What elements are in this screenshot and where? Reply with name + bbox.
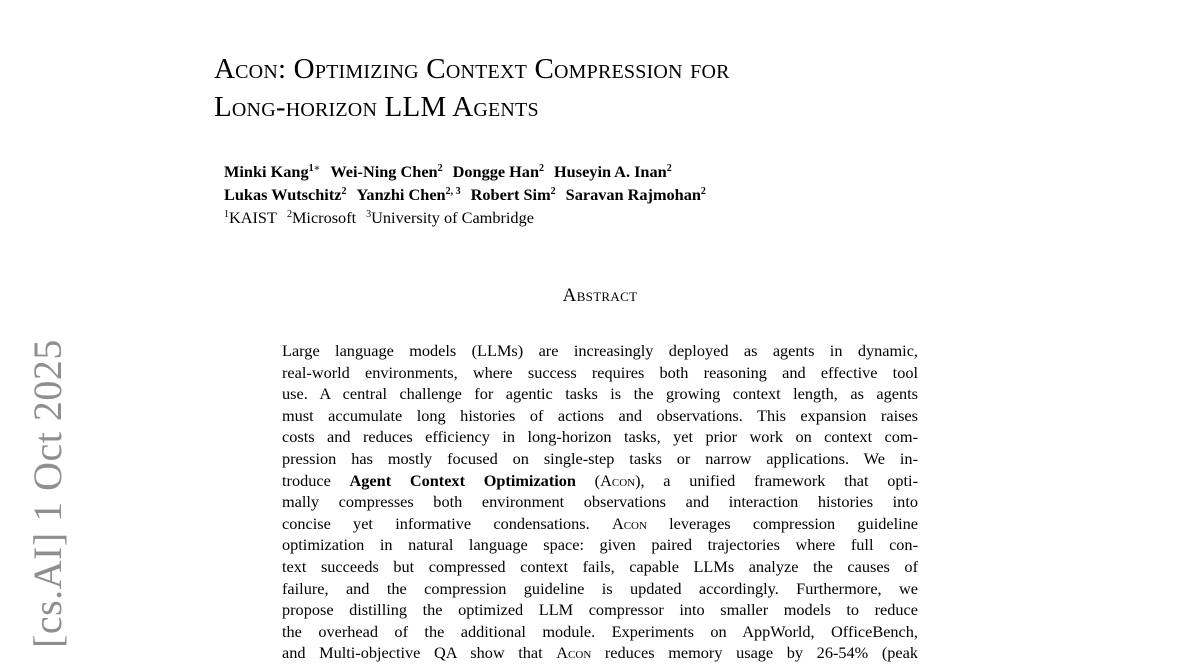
arxiv-stamp: [cs.AI] 1 Oct 2025 — [25, 339, 70, 648]
author-name — [356, 185, 460, 204]
abstract-line: text succeeds but compressed context fails, capable LLMs analyze the causes of — [282, 556, 918, 576]
author-name-text: Dongge Han — [452, 162, 540, 181]
author-name — [554, 162, 672, 181]
author-affiliation-mark: 2 — [666, 163, 672, 174]
author-footnote-mark: ∗ — [313, 163, 321, 174]
author-name-text: Huseyin A. Inan — [554, 162, 667, 181]
abstract-line: and Multi-objective QA show that Acon reduces memory usage by 26-54% (peak — [282, 643, 918, 663]
author-block — [224, 160, 716, 229]
author-affiliation-mark: 2 — [539, 163, 545, 174]
author-name — [453, 162, 544, 181]
abstract-line: mally compresses both environment observations and interaction histories into — [282, 492, 918, 512]
affiliation — [287, 208, 356, 227]
abstract-line: must accumulate long histories of actions and observations. This expansion raises — [282, 405, 918, 425]
author-affiliation-mark: 2 — [437, 163, 443, 174]
author-affiliation-mark: 1 — [308, 163, 314, 174]
abstract-line: optimization in natural language space: given paired trajectories where full con- — [282, 535, 918, 555]
abstract-line: troduce Agent Context Optimization (Acon), a unified framework that opti- — [282, 470, 918, 490]
affiliation — [224, 208, 277, 227]
affiliation-name: University of Cambridge — [371, 208, 534, 227]
paper-title — [214, 50, 730, 126]
authors-row-1 — [224, 160, 716, 183]
author-affiliation-mark: 2, 3 — [445, 186, 461, 197]
paper-title-line-2: Long-horizon LLM Agents — [214, 91, 539, 123]
paper-title-line-1: Acon: Optimizing Context Compression for — [214, 53, 730, 85]
affiliation-name: KAIST — [229, 208, 277, 227]
abstract-line: failure, and the compression guideline is updated accordingly. Furthermore, we — [282, 578, 918, 598]
affiliation-name: Microsoft — [291, 208, 357, 227]
affiliation-mark: 3 — [366, 209, 372, 220]
author-name — [471, 185, 556, 204]
affiliation-mark: 2 — [286, 209, 292, 220]
abstract-line: pression has mostly focused on single-step tasks or narrow applications. We in- — [282, 448, 918, 468]
abstract-line: the overhead of the additional module. Experiments on AppWorld, OfficeBench, — [282, 621, 918, 641]
abstract-line: Large language models (LLMs) are increasingly deployed as agents in dynamic, — [282, 341, 918, 360]
authors-row-2 — [224, 183, 716, 206]
abstract-line: concise yet informative condensations. Acon leverages compression guideline — [282, 513, 918, 533]
abstract-heading: Abstract — [562, 285, 638, 306]
abstract-line: use. A central challenge for agentic tasks is the growing context length, as agents — [282, 384, 918, 404]
author-name — [566, 185, 706, 204]
author-affiliation-mark: 2 — [341, 186, 347, 197]
abstract-line: propose distilling the optimized LLM compressor into smaller models to reduce — [282, 600, 918, 620]
author-name — [330, 162, 442, 181]
author-name-text: Wei-Ning Chen — [330, 162, 438, 181]
author-name — [224, 185, 346, 204]
author-affiliation-mark: 2 — [550, 186, 556, 197]
abstract-body — [282, 340, 918, 664]
affiliation-mark: 1 — [224, 209, 229, 220]
abstract-line: real-world environments, where success requires both reasoning and effective tool — [282, 362, 918, 382]
author-affiliation-mark: 2 — [700, 186, 706, 197]
author-name-text: Minki Kang — [224, 162, 309, 181]
author-name-text: Saravan Rajmohan — [565, 185, 701, 204]
author-name-text: Lukas Wutschitz — [224, 185, 342, 204]
affiliations — [224, 206, 716, 229]
abstract-line: costs and reduces efficiency in long-horizon tasks, yet prior work on context com- — [282, 427, 918, 447]
affiliation — [366, 208, 534, 227]
author-name — [224, 162, 320, 181]
author-name-text: Yanzhi Chen — [356, 185, 446, 204]
author-name-text: Robert Sim — [470, 185, 551, 204]
